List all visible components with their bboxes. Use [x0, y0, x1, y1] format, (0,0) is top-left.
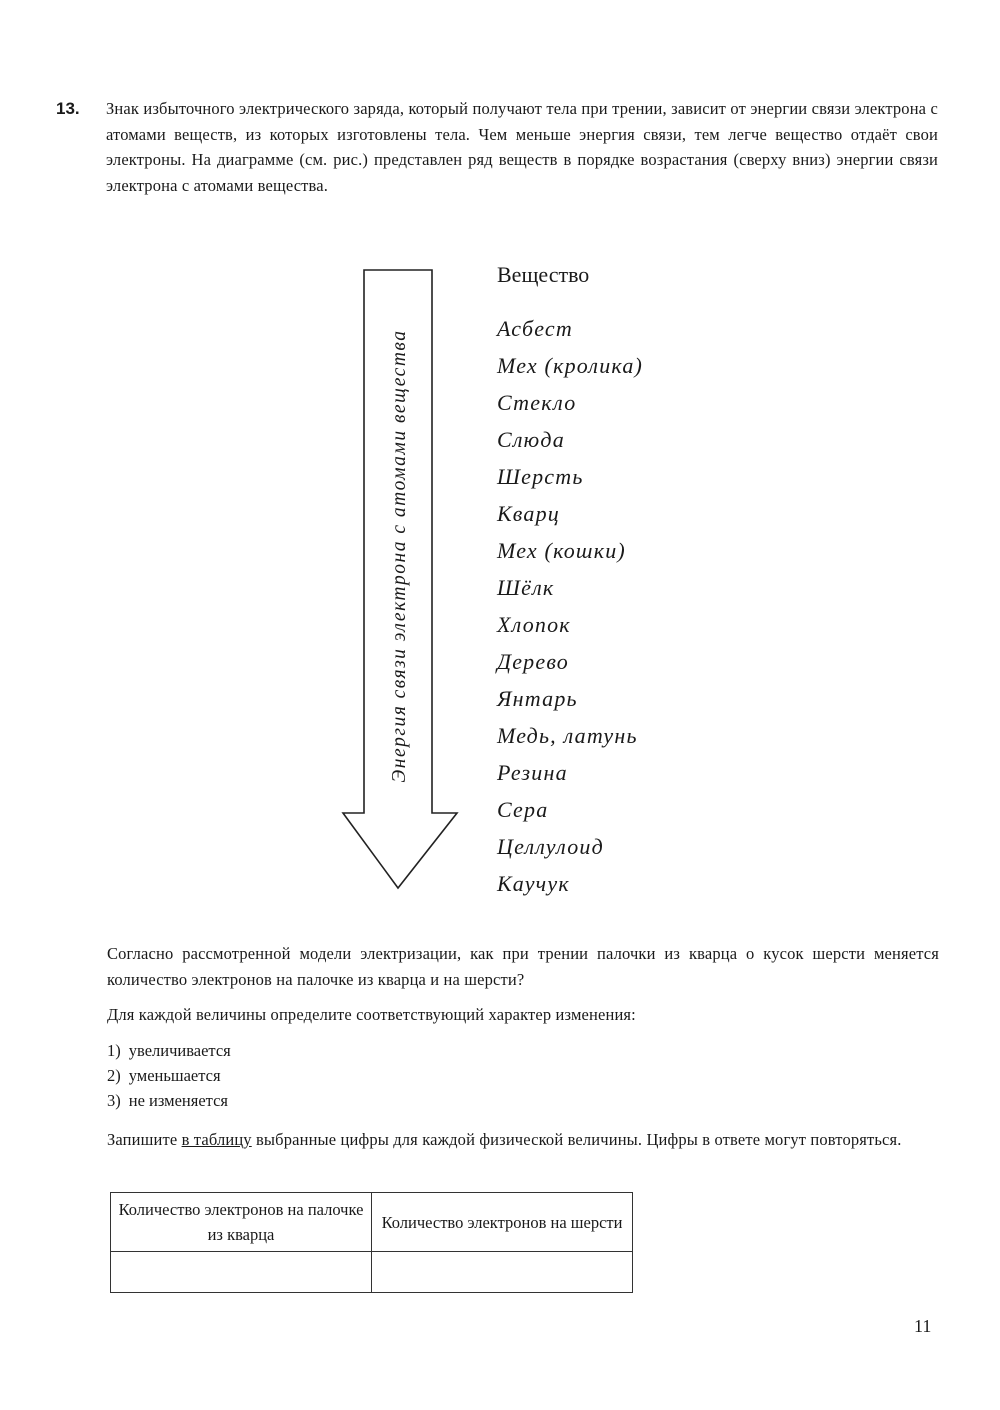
- question-text: Согласно рассмотренной модели электризации, как при трении палочки из кварца о кусок шерсти меняется количество электронов на палочке из кварца и на шерсти?: [107, 944, 939, 989]
- substance-item: Мех (кошки): [497, 538, 626, 563]
- substance-item: Янтарь: [497, 686, 578, 711]
- answer-table-row: [111, 1252, 633, 1293]
- option-item: [107, 1088, 231, 1113]
- option-item: [107, 1038, 231, 1063]
- substance-item: Целлулоид: [497, 834, 604, 859]
- option-number: 2): [107, 1066, 121, 1085]
- record-instruction: [107, 1127, 939, 1153]
- answer-table: [110, 1192, 633, 1293]
- answer-header-quartz: Количество электронов на палочке из кварца: [111, 1193, 372, 1252]
- record-table-link: в таблицу: [181, 1130, 252, 1149]
- substance-item: Асбест: [497, 316, 573, 341]
- substance-item: Резина: [497, 760, 568, 785]
- substance-item: Слюда: [497, 427, 565, 452]
- substance-column-title: Вещество: [497, 262, 590, 287]
- answer-table-header: [111, 1193, 633, 1252]
- option-number: 3): [107, 1091, 121, 1110]
- answer-cell-wool[interactable]: [372, 1252, 633, 1293]
- page-number: 11: [914, 1316, 932, 1336]
- question-instruction: Для каждой величины определите соответствующий характер изменения:: [107, 1005, 636, 1024]
- substance-item: Шерсть: [497, 464, 584, 489]
- answer-header-wool: Количество электронов на шерсти: [372, 1193, 633, 1252]
- substance-item: Каучук: [497, 871, 570, 896]
- substance-item: Кварц: [497, 501, 561, 526]
- substance-item: Сера: [497, 797, 549, 822]
- substance-list: [497, 310, 643, 902]
- option-text: не изменяется: [128, 1091, 228, 1110]
- substance-item: Мех (кролика): [497, 353, 644, 378]
- substance-item: Медь, латунь: [497, 723, 638, 748]
- option-item: [107, 1063, 231, 1088]
- substance-item: Дерево: [497, 649, 569, 674]
- answer-cell-quartz[interactable]: [111, 1252, 372, 1293]
- substance-item: Стекло: [497, 390, 577, 415]
- option-text: увеличивается: [128, 1041, 231, 1060]
- record-prefix: Запишите: [107, 1130, 182, 1149]
- substance-item: Хлопок: [497, 612, 571, 637]
- task-number: 13.: [56, 99, 80, 118]
- task-intro: Знак избыточного электрического заряда, который получают тела при трении, зависит от энергии связи электрона с атомами веществ, из которых изготовлены тела. Чем меньше энергия связи, тем легче вещество отдаёт свои электроны. На диаграмме (см. рис.) представлен ряд веществ в порядке возрастания (сверху вниз) энергии связи электрона с атомами вещества.: [106, 99, 938, 195]
- option-number: 1): [107, 1041, 121, 1060]
- option-list: [107, 1038, 231, 1113]
- record-suffix: выбранные цифры для каждой физической величины. Цифры в ответе могут повторяться.: [251, 1130, 902, 1149]
- option-text: уменьшается: [128, 1066, 221, 1085]
- substance-item: Шёлк: [497, 575, 555, 600]
- arrow-label: Энергия связи электрона с атомами вещества: [389, 329, 410, 783]
